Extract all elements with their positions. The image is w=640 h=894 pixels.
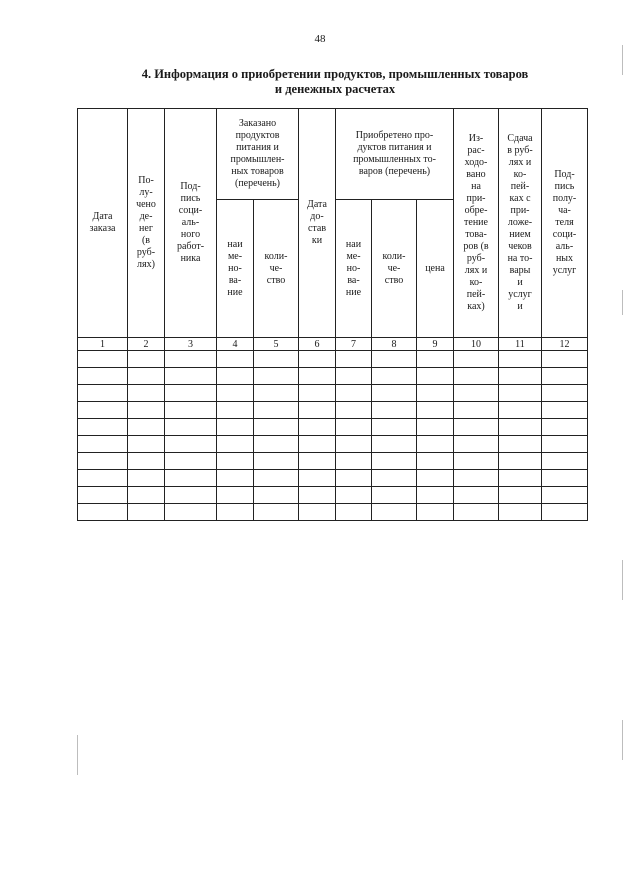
table-cell <box>372 453 417 470</box>
column-number: 9 <box>417 338 454 351</box>
table-cell <box>78 419 128 436</box>
header-row-1 <box>78 109 588 200</box>
header-purchased-quantity: коли- че- ство <box>372 200 417 338</box>
table-cell <box>417 487 454 504</box>
table-row <box>78 351 588 368</box>
table-cell <box>299 470 336 487</box>
table-cell <box>217 504 254 521</box>
table-cell <box>372 385 417 402</box>
table-cell <box>417 436 454 453</box>
table-cell <box>454 368 499 385</box>
table-cell <box>128 453 165 470</box>
table-cell <box>542 351 588 368</box>
table-cell <box>299 385 336 402</box>
header-ordered-group: Заказано продуктов питания и промышлен- ных товаров (перечень) <box>217 109 299 200</box>
section-title <box>80 67 590 97</box>
table-cell <box>217 453 254 470</box>
table-cell <box>499 470 542 487</box>
table-cell <box>336 504 372 521</box>
table-cell <box>336 385 372 402</box>
table-cell <box>336 368 372 385</box>
scan-edge-mark <box>622 720 623 760</box>
table-cell <box>217 470 254 487</box>
table-cell <box>165 385 217 402</box>
table-cell <box>299 453 336 470</box>
table-row <box>78 402 588 419</box>
table-cell <box>417 470 454 487</box>
table-cell <box>299 402 336 419</box>
table-cell <box>165 436 217 453</box>
column-number: 7 <box>336 338 372 351</box>
table-cell <box>336 453 372 470</box>
table-cell <box>165 368 217 385</box>
table-cell <box>217 436 254 453</box>
table-row <box>78 453 588 470</box>
table-cell <box>372 487 417 504</box>
column-number: 12 <box>542 338 588 351</box>
table-cell <box>417 504 454 521</box>
header-purchased-name: наи ме- но- ва- ние <box>336 200 372 338</box>
scan-edge-mark <box>622 290 623 315</box>
table-cell <box>499 504 542 521</box>
table-cell <box>78 453 128 470</box>
table-cell <box>454 385 499 402</box>
header-recipient-signature: Под- пись полу- ча- теля соци- аль- ных услуг <box>542 109 588 338</box>
table-cell <box>165 487 217 504</box>
table-cell <box>165 419 217 436</box>
header-spent: Из- рас- ходо- вано на при- обре- тение това- ров (в руб- лях и ко- пей- ках) <box>454 109 499 338</box>
header-social-worker-signature: Под- пись соци- аль- ного работ- ника <box>165 109 217 338</box>
table-row <box>78 504 588 521</box>
table-cell <box>165 504 217 521</box>
table-cell <box>372 402 417 419</box>
table-cell <box>336 487 372 504</box>
table-body <box>78 351 588 521</box>
table-cell <box>299 504 336 521</box>
table-cell <box>299 368 336 385</box>
column-number: 6 <box>299 338 336 351</box>
table-cell <box>128 402 165 419</box>
table-cell <box>417 368 454 385</box>
table-cell <box>542 487 588 504</box>
header-purchased-group: Приобретено про- дуктов питания и промышленных то- варов (перечень) <box>336 109 454 200</box>
table-cell <box>542 453 588 470</box>
column-number: 4 <box>217 338 254 351</box>
table-cell <box>128 368 165 385</box>
table-cell <box>542 385 588 402</box>
column-number: 3 <box>165 338 217 351</box>
table-cell <box>454 436 499 453</box>
table-cell <box>454 402 499 419</box>
table-cell <box>542 368 588 385</box>
table-cell <box>165 453 217 470</box>
table-cell <box>78 470 128 487</box>
table-cell <box>499 368 542 385</box>
page-number: 48 <box>314 33 326 45</box>
purchases-form-table <box>77 108 588 521</box>
table-cell <box>254 504 299 521</box>
table-cell <box>254 470 299 487</box>
table-cell <box>254 487 299 504</box>
table-cell <box>128 351 165 368</box>
table-cell <box>254 385 299 402</box>
table-cell <box>254 368 299 385</box>
table-cell <box>417 419 454 436</box>
table-cell <box>217 368 254 385</box>
section-title-line-2: и денежных расчетах <box>274 82 396 96</box>
table-header <box>78 109 588 351</box>
table-row <box>78 419 588 436</box>
column-number: 10 <box>454 338 499 351</box>
table-cell <box>454 504 499 521</box>
table-cell <box>299 351 336 368</box>
table-cell <box>299 436 336 453</box>
table-row <box>78 470 588 487</box>
column-number: 11 <box>499 338 542 351</box>
table-cell <box>417 402 454 419</box>
scan-edge-mark <box>77 735 78 775</box>
column-number: 2 <box>128 338 165 351</box>
table-cell <box>454 351 499 368</box>
table-row <box>78 487 588 504</box>
column-numbers-row <box>78 338 588 351</box>
header-order-date: Дата заказа <box>78 109 128 338</box>
header-money-received: По- лу- чено де- нег (в руб- лях) <box>128 109 165 338</box>
table-cell <box>417 385 454 402</box>
table-cell <box>254 419 299 436</box>
section-title-line-1: 4. Информация о приобретении продуктов, промышленных товаров <box>141 67 529 81</box>
table-cell <box>78 487 128 504</box>
table-cell <box>299 487 336 504</box>
table-cell <box>254 453 299 470</box>
table-cell <box>372 504 417 521</box>
table-cell <box>499 419 542 436</box>
table-cell <box>336 419 372 436</box>
table-cell <box>217 351 254 368</box>
table-cell <box>78 504 128 521</box>
header-purchased-price: цена <box>417 200 454 338</box>
table-row <box>78 385 588 402</box>
table-cell <box>78 436 128 453</box>
table-row <box>78 368 588 385</box>
header-delivery-date: Дата до- став ки <box>299 109 336 338</box>
table-cell <box>128 504 165 521</box>
table-cell <box>542 504 588 521</box>
table-cell <box>499 453 542 470</box>
header-change: Сдача в руб- лях и ко- пей- ках с при- ложе- нием чеков на то- вары и услуг и <box>499 109 542 338</box>
column-number: 1 <box>78 338 128 351</box>
table-cell <box>499 351 542 368</box>
table-cell <box>336 402 372 419</box>
table-cell <box>128 419 165 436</box>
table-cell <box>542 419 588 436</box>
table-cell <box>165 351 217 368</box>
table-cell <box>542 436 588 453</box>
table-cell <box>78 368 128 385</box>
table-cell <box>217 402 254 419</box>
scan-edge-mark <box>622 560 623 600</box>
table-cell <box>78 385 128 402</box>
table-cell <box>454 419 499 436</box>
table-cell <box>165 402 217 419</box>
header-ordered-name: наи ме- но- ва- ние <box>217 200 254 338</box>
table-cell <box>372 419 417 436</box>
table-cell <box>454 487 499 504</box>
column-number: 5 <box>254 338 299 351</box>
scan-edge-mark <box>622 45 623 75</box>
header-ordered-quantity: коли- че- ство <box>254 200 299 338</box>
table-cell <box>336 470 372 487</box>
table-cell <box>499 402 542 419</box>
table-cell <box>499 385 542 402</box>
table-cell <box>499 487 542 504</box>
table-cell <box>372 351 417 368</box>
table-cell <box>299 419 336 436</box>
table-cell <box>128 436 165 453</box>
table-cell <box>254 436 299 453</box>
table-cell <box>217 487 254 504</box>
table-cell <box>128 487 165 504</box>
table-cell <box>499 436 542 453</box>
table-cell <box>542 470 588 487</box>
table-cell <box>217 419 254 436</box>
table-cell <box>78 351 128 368</box>
table-cell <box>454 453 499 470</box>
table-cell <box>78 402 128 419</box>
table-cell <box>336 436 372 453</box>
table-cell <box>165 470 217 487</box>
table-cell <box>254 351 299 368</box>
table-cell <box>372 436 417 453</box>
table-cell <box>336 351 372 368</box>
table-cell <box>128 470 165 487</box>
table-cell <box>417 351 454 368</box>
table-cell <box>454 470 499 487</box>
table-cell <box>254 402 299 419</box>
table-cell <box>217 385 254 402</box>
table-row <box>78 436 588 453</box>
table-cell <box>128 385 165 402</box>
column-number: 8 <box>372 338 417 351</box>
table-cell <box>542 402 588 419</box>
table-cell <box>372 368 417 385</box>
table-cell <box>372 470 417 487</box>
table-cell <box>417 453 454 470</box>
